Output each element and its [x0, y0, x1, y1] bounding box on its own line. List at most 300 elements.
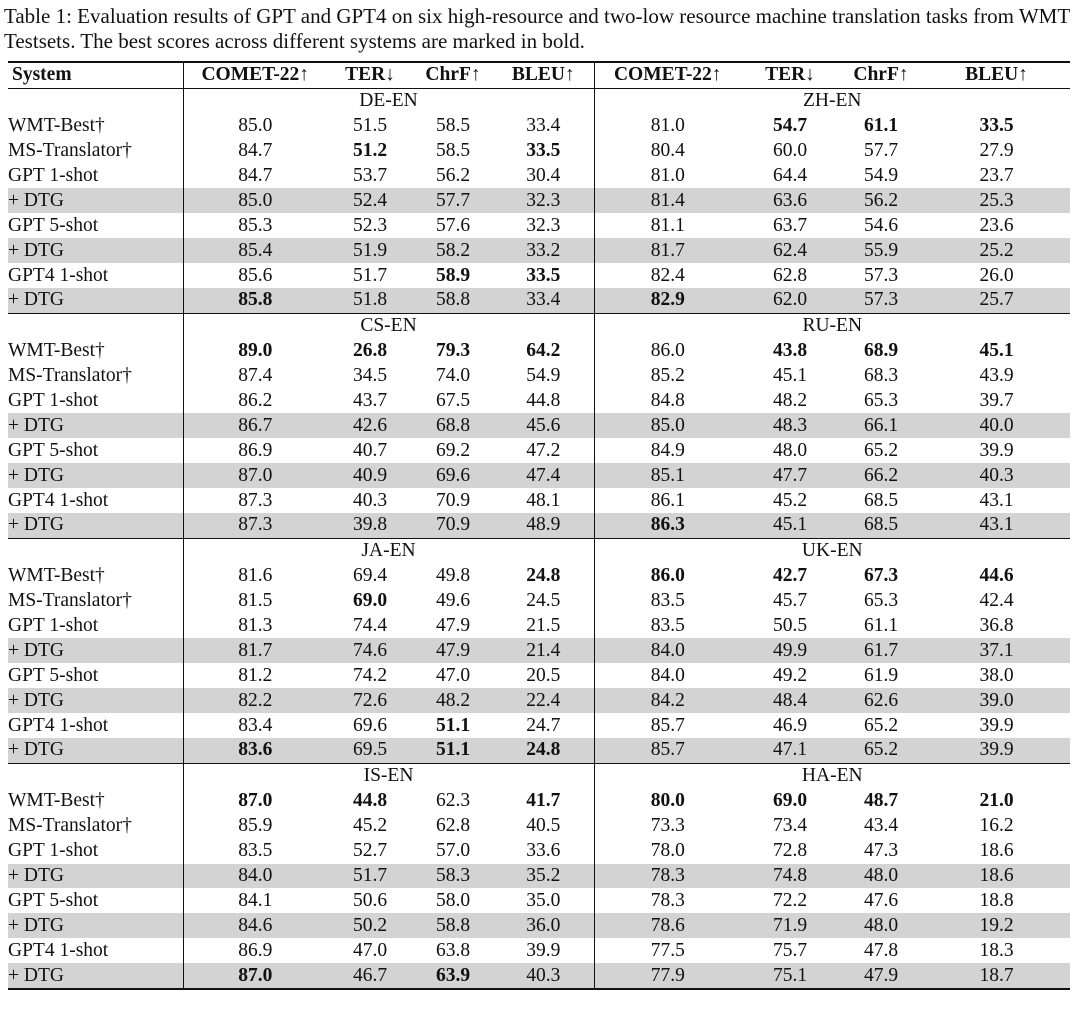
score-cell: 62.4 [741, 238, 839, 263]
table-row [8, 589, 1070, 614]
score-cell: 62.8 [772, 264, 808, 286]
score-cell: 37.1 [923, 638, 1070, 663]
table-row [8, 114, 1070, 139]
score-cell: 54.7 [772, 115, 808, 137]
score-cell: 42.7 [772, 565, 808, 587]
score-cell: 34.5 [352, 365, 388, 387]
score-cell: 89.0 [183, 339, 327, 364]
score-cell: 58.9 [435, 264, 471, 286]
score-cell: 48.3 [741, 413, 839, 438]
score-cell: 81.5 [183, 589, 327, 614]
header-ter-left: TER↓ [345, 64, 395, 86]
score-cell: 32.3 [493, 188, 594, 213]
language-pair-left: JA-EN [183, 538, 594, 563]
language-pair-left: CS-EN [183, 313, 594, 338]
score-cell: 27.9 [979, 140, 1014, 162]
table-header [8, 62, 1070, 88]
system-name-cell: + DTG [8, 864, 183, 889]
score-cell: 47.1 [741, 738, 839, 763]
score-cell: 68.5 [863, 489, 899, 511]
score-cell: 84.7 [183, 164, 327, 189]
score-cell: 25.3 [923, 188, 1070, 213]
score-cell: 86.7 [183, 413, 327, 438]
system-name-cell: GPT 1-shot [8, 615, 99, 637]
score-cell: 85.0 [183, 114, 327, 139]
score-cell: 86.2 [183, 389, 327, 414]
score-cell: 51.1 [413, 738, 493, 763]
system-name-cell: GPT 5-shot [8, 439, 99, 461]
score-cell: 43.1 [923, 513, 1070, 538]
score-cell: 50.2 [327, 913, 413, 938]
header-bleu-left: BLEU↑ [511, 64, 575, 86]
score-cell: 64.2 [526, 340, 561, 362]
score-cell: 33.4 [526, 115, 561, 137]
score-cell: 63.6 [741, 188, 839, 213]
header-comet-right: COMET-22↑ [594, 62, 741, 88]
system-name-cell: + DTG [8, 638, 183, 663]
score-cell: 62.8 [435, 815, 471, 837]
system-name-cell: GPT4 1-shot [8, 264, 109, 286]
score-cell: 69.4 [352, 565, 388, 587]
score-cell: 85.4 [183, 238, 327, 263]
score-cell: 42.4 [979, 590, 1014, 612]
score-cell: 48.0 [839, 913, 923, 938]
score-cell: 86.1 [594, 488, 741, 513]
score-cell: 44.8 [352, 790, 388, 812]
score-cell: 68.3 [863, 365, 899, 387]
score-cell: 49.6 [435, 590, 471, 612]
score-cell: 21.4 [493, 638, 594, 663]
score-cell: 48.0 [839, 864, 923, 889]
score-cell: 57.3 [839, 288, 923, 313]
language-pair-block [8, 88, 1070, 313]
score-cell: 47.2 [526, 439, 561, 461]
score-cell: 43.8 [772, 340, 808, 362]
score-cell: 40.0 [923, 413, 1070, 438]
score-cell: 87.0 [183, 963, 327, 989]
score-cell: 53.7 [352, 165, 388, 186]
score-cell: 57.0 [435, 840, 471, 862]
score-cell: 49.8 [435, 565, 471, 587]
system-name-cell: + DTG [8, 188, 183, 213]
score-cell: 86.9 [183, 438, 327, 463]
table-row [8, 389, 1070, 414]
score-cell: 77.9 [594, 963, 741, 989]
language-pair-block [8, 313, 1070, 538]
score-cell: 69.5 [327, 738, 413, 763]
score-cell: 23.7 [979, 165, 1014, 186]
score-cell: 84.0 [183, 864, 327, 889]
empty-cell [8, 88, 183, 113]
score-cell: 75.7 [772, 939, 808, 961]
results-table-container [8, 61, 1070, 990]
score-cell: 20.5 [526, 664, 561, 686]
score-cell: 51.1 [435, 714, 471, 736]
score-cell: 83.5 [183, 839, 327, 864]
table-row [8, 888, 1070, 913]
system-name-cell: MS-Translator† [8, 365, 132, 387]
empty-cell [8, 763, 183, 788]
score-cell: 46.9 [772, 714, 808, 736]
table-row [8, 513, 1070, 538]
score-cell: 33.6 [526, 840, 561, 862]
score-cell: 24.8 [493, 738, 594, 763]
score-cell: 47.8 [863, 939, 899, 961]
table-row [8, 564, 1070, 589]
table-row [8, 913, 1070, 938]
score-cell: 48.2 [772, 390, 808, 412]
table-row [8, 864, 1070, 889]
score-cell: 48.9 [493, 513, 594, 538]
score-cell: 49.9 [741, 638, 839, 663]
system-name-cell: GPT 5-shot [8, 889, 99, 911]
score-cell: 70.9 [413, 513, 493, 538]
score-cell: 26.0 [979, 264, 1014, 286]
system-name-cell: GPT4 1-shot [8, 939, 109, 961]
score-cell: 44.6 [979, 565, 1014, 587]
score-cell: 45.2 [352, 815, 388, 837]
score-cell: 38.0 [979, 664, 1014, 686]
score-cell: 58.2 [413, 238, 493, 263]
score-cell: 84.9 [594, 438, 741, 463]
score-cell: 75.1 [741, 963, 839, 989]
score-cell: 36.0 [493, 913, 594, 938]
score-cell: 84.2 [594, 688, 741, 713]
score-cell: 73.4 [772, 815, 808, 837]
score-cell: 47.9 [839, 963, 923, 989]
score-cell: 40.9 [327, 463, 413, 488]
system-name-cell: MS-Translator† [8, 590, 132, 612]
score-cell: 85.0 [183, 188, 327, 213]
score-cell: 40.3 [493, 963, 594, 989]
score-cell: 82.4 [594, 263, 741, 288]
language-pair-row [8, 88, 1070, 113]
header-row [8, 62, 1070, 88]
table-row [8, 688, 1070, 713]
score-cell: 36.8 [979, 615, 1014, 637]
score-cell: 48.4 [741, 688, 839, 713]
score-cell: 72.2 [772, 889, 808, 911]
language-pair-block [8, 763, 1070, 989]
system-name-cell: GPT 1-shot [8, 840, 99, 862]
score-cell: 47.7 [741, 463, 839, 488]
score-cell: 67.5 [435, 390, 471, 412]
score-cell: 45.1 [772, 365, 808, 387]
score-cell: 85.8 [183, 288, 327, 313]
score-cell: 40.5 [526, 815, 561, 837]
score-cell: 39.9 [923, 738, 1070, 763]
score-cell: 81.6 [183, 564, 327, 589]
score-cell: 44.8 [526, 390, 561, 412]
language-pair-row [8, 313, 1070, 338]
score-cell: 54.9 [863, 165, 899, 186]
language-pair-right: HA-EN [594, 763, 1070, 788]
score-cell: 69.6 [413, 463, 493, 488]
system-name-cell: + DTG [8, 688, 183, 713]
score-cell: 61.9 [863, 664, 899, 686]
score-cell: 62.0 [741, 288, 839, 313]
table-row [8, 263, 1070, 288]
table-row [8, 164, 1070, 189]
score-cell: 40.7 [352, 439, 388, 461]
score-cell: 63.8 [435, 939, 471, 961]
score-cell: 47.0 [352, 939, 388, 961]
score-cell: 63.7 [772, 214, 808, 236]
score-cell: 45.2 [772, 489, 808, 511]
score-cell: 72.6 [327, 688, 413, 713]
score-cell: 78.3 [594, 864, 741, 889]
system-name-cell: + DTG [8, 413, 183, 438]
score-cell: 18.7 [923, 963, 1070, 989]
score-cell: 25.7 [923, 288, 1070, 313]
score-cell: 83.6 [183, 738, 327, 763]
score-cell: 48.2 [413, 688, 493, 713]
score-cell: 80.4 [594, 139, 741, 164]
table-caption: Table 1: Evaluation results of GPT and GPT4 on six high-resource and two-low resource machine translation tasks from WMT Testsets. The best scores across different systems are marked in bold. [4, 4, 1070, 53]
system-name-cell: WMT-Best† [8, 790, 105, 812]
score-cell: 81.0 [594, 164, 741, 189]
score-cell: 74.4 [352, 615, 388, 637]
score-cell: 87.4 [183, 364, 327, 389]
score-cell: 61.7 [839, 638, 923, 663]
score-cell: 63.9 [413, 963, 493, 989]
system-name-cell: MS-Translator† [8, 815, 132, 837]
language-pair-right: RU-EN [594, 313, 1070, 338]
score-cell: 48.7 [863, 790, 899, 812]
score-cell: 79.3 [435, 340, 471, 362]
table-row [8, 463, 1070, 488]
table-row [8, 139, 1070, 164]
score-cell: 49.2 [772, 664, 808, 686]
score-cell: 86.3 [594, 513, 741, 538]
score-cell: 74.2 [352, 664, 388, 686]
score-cell: 51.7 [352, 264, 388, 286]
system-name-cell: + DTG [8, 513, 183, 538]
score-cell: 33.5 [526, 140, 561, 162]
score-cell: 68.8 [413, 413, 493, 438]
score-cell: 58.5 [435, 140, 471, 162]
score-cell: 24.7 [526, 714, 561, 736]
table-row [8, 213, 1070, 238]
score-cell: 81.1 [594, 213, 741, 238]
table-row [8, 839, 1070, 864]
score-cell: 58.5 [435, 115, 471, 137]
score-cell: 50.5 [772, 615, 808, 637]
score-cell: 87.0 [183, 463, 327, 488]
score-cell: 57.3 [863, 264, 899, 286]
table-row [8, 738, 1070, 763]
score-cell: 85.2 [594, 364, 741, 389]
header-ter-right: TER↓ [765, 64, 815, 86]
score-cell: 65.2 [839, 738, 923, 763]
score-cell: 61.1 [863, 115, 899, 137]
language-pair-left: DE-EN [183, 88, 594, 113]
score-cell: 55.9 [839, 238, 923, 263]
table-row [8, 413, 1070, 438]
score-cell: 35.0 [526, 889, 561, 911]
language-pair-row [8, 538, 1070, 563]
system-name-cell: WMT-Best† [8, 340, 105, 362]
system-name-cell: + DTG [8, 963, 183, 989]
score-cell: 30.4 [526, 165, 561, 186]
system-name-cell: WMT-Best† [8, 565, 105, 587]
score-cell: 43.4 [863, 815, 899, 837]
score-cell: 33.4 [493, 288, 594, 313]
score-cell: 48.0 [772, 439, 808, 461]
score-cell: 21.0 [979, 790, 1014, 812]
score-cell: 69.2 [435, 439, 471, 461]
score-cell: 81.7 [183, 638, 327, 663]
score-cell: 74.6 [327, 638, 413, 663]
score-cell: 24.5 [526, 590, 561, 612]
score-cell: 52.7 [352, 840, 388, 862]
results-table [8, 61, 1070, 990]
score-cell: 50.6 [352, 889, 388, 911]
score-cell: 51.2 [352, 140, 388, 162]
header-system: System [12, 64, 72, 86]
system-name-cell: + DTG [8, 738, 183, 763]
score-cell: 51.5 [352, 115, 388, 137]
score-cell: 39.9 [979, 714, 1014, 736]
score-cell: 26.8 [352, 340, 388, 362]
score-cell: 77.5 [594, 938, 741, 963]
score-cell: 54.9 [526, 365, 561, 387]
system-name-cell: GPT4 1-shot [8, 489, 109, 511]
score-cell: 45.6 [493, 413, 594, 438]
table-row [8, 339, 1070, 364]
score-cell: 58.8 [413, 913, 493, 938]
table-row [8, 438, 1070, 463]
score-cell: 47.0 [435, 664, 471, 686]
system-name-cell: + DTG [8, 913, 183, 938]
score-cell: 85.6 [183, 263, 327, 288]
score-cell: 54.6 [863, 214, 899, 236]
score-cell: 86.0 [594, 339, 741, 364]
empty-cell [8, 538, 183, 563]
score-cell: 40.3 [923, 463, 1070, 488]
score-cell: 85.0 [594, 413, 741, 438]
score-cell: 48.1 [526, 489, 561, 511]
system-name-cell: GPT 5-shot [8, 664, 99, 686]
score-cell: 58.8 [413, 288, 493, 313]
score-cell: 45.1 [741, 513, 839, 538]
score-cell: 39.7 [979, 390, 1014, 412]
score-cell: 47.9 [435, 615, 471, 637]
language-pair-right: UK-EN [594, 538, 1070, 563]
score-cell: 60.0 [772, 140, 808, 162]
table-row [8, 713, 1070, 738]
score-cell: 84.0 [594, 638, 741, 663]
score-cell: 84.0 [594, 663, 741, 688]
score-cell: 57.6 [435, 214, 471, 236]
language-pair-row [8, 763, 1070, 788]
score-cell: 81.3 [183, 614, 327, 639]
score-cell: 47.4 [493, 463, 594, 488]
score-cell: 81.7 [594, 238, 741, 263]
score-cell: 39.0 [923, 688, 1070, 713]
system-name-cell: + DTG [8, 238, 183, 263]
score-cell: 45.1 [979, 340, 1014, 362]
score-cell: 68.5 [839, 513, 923, 538]
score-cell: 67.3 [863, 565, 899, 587]
score-cell: 65.3 [863, 390, 899, 412]
score-cell: 85.9 [183, 814, 327, 839]
score-cell: 83.5 [594, 589, 741, 614]
table-row [8, 663, 1070, 688]
score-cell: 43.1 [979, 489, 1014, 511]
score-cell: 58.0 [435, 889, 471, 911]
score-cell: 73.3 [594, 814, 741, 839]
score-cell: 66.2 [839, 463, 923, 488]
table-row [8, 789, 1070, 814]
score-cell: 18.6 [923, 864, 1070, 889]
score-cell: 46.7 [327, 963, 413, 989]
score-cell: 74.8 [741, 864, 839, 889]
score-cell: 64.4 [772, 165, 808, 186]
score-cell: 84.6 [183, 913, 327, 938]
score-cell: 85.7 [594, 713, 741, 738]
system-name-cell: GPT4 1-shot [8, 714, 109, 736]
header-chrf-left: ChrF↑ [425, 64, 481, 86]
score-cell: 51.9 [327, 238, 413, 263]
system-name-cell: GPT 1-shot [8, 165, 99, 186]
score-cell: 24.8 [526, 565, 561, 587]
score-cell: 47.9 [413, 638, 493, 663]
score-cell: 56.2 [839, 188, 923, 213]
score-cell: 82.2 [183, 688, 327, 713]
score-cell: 66.1 [839, 413, 923, 438]
score-cell: 23.6 [979, 214, 1014, 236]
header-bleu-right: BLEU↑ [965, 64, 1028, 86]
score-cell: 82.9 [594, 288, 741, 313]
table-row [8, 364, 1070, 389]
table-row [8, 238, 1070, 263]
score-cell: 74.0 [435, 365, 471, 387]
score-cell: 32.3 [526, 214, 561, 236]
header-chrf-right: ChrF↑ [853, 64, 909, 86]
score-cell: 51.8 [327, 288, 413, 313]
table-row [8, 814, 1070, 839]
score-cell: 84.1 [183, 888, 327, 913]
score-cell: 42.6 [327, 413, 413, 438]
score-cell: 65.2 [863, 714, 899, 736]
score-cell: 85.7 [594, 738, 741, 763]
table-row [8, 488, 1070, 513]
score-cell: 43.7 [352, 390, 388, 412]
score-cell: 81.4 [594, 188, 741, 213]
score-cell: 86.9 [183, 938, 327, 963]
score-cell: 62.3 [435, 790, 471, 812]
score-cell: 84.8 [594, 389, 741, 414]
score-cell: 33.5 [979, 115, 1014, 137]
table-row [8, 963, 1070, 989]
score-cell: 18.3 [979, 939, 1014, 961]
score-cell: 71.9 [741, 913, 839, 938]
language-pair-left: IS-EN [183, 763, 594, 788]
score-cell: 43.9 [979, 365, 1014, 387]
score-cell: 69.6 [352, 714, 388, 736]
score-cell: 56.2 [435, 165, 471, 186]
table-row [8, 938, 1070, 963]
score-cell: 81.2 [183, 663, 327, 688]
score-cell: 83.5 [594, 614, 741, 639]
score-cell: 87.3 [183, 488, 327, 513]
score-cell: 57.7 [413, 188, 493, 213]
score-cell: 80.0 [594, 789, 741, 814]
system-name-cell: GPT 1-shot [8, 390, 99, 412]
score-cell: 39.8 [327, 513, 413, 538]
score-cell: 51.7 [327, 864, 413, 889]
